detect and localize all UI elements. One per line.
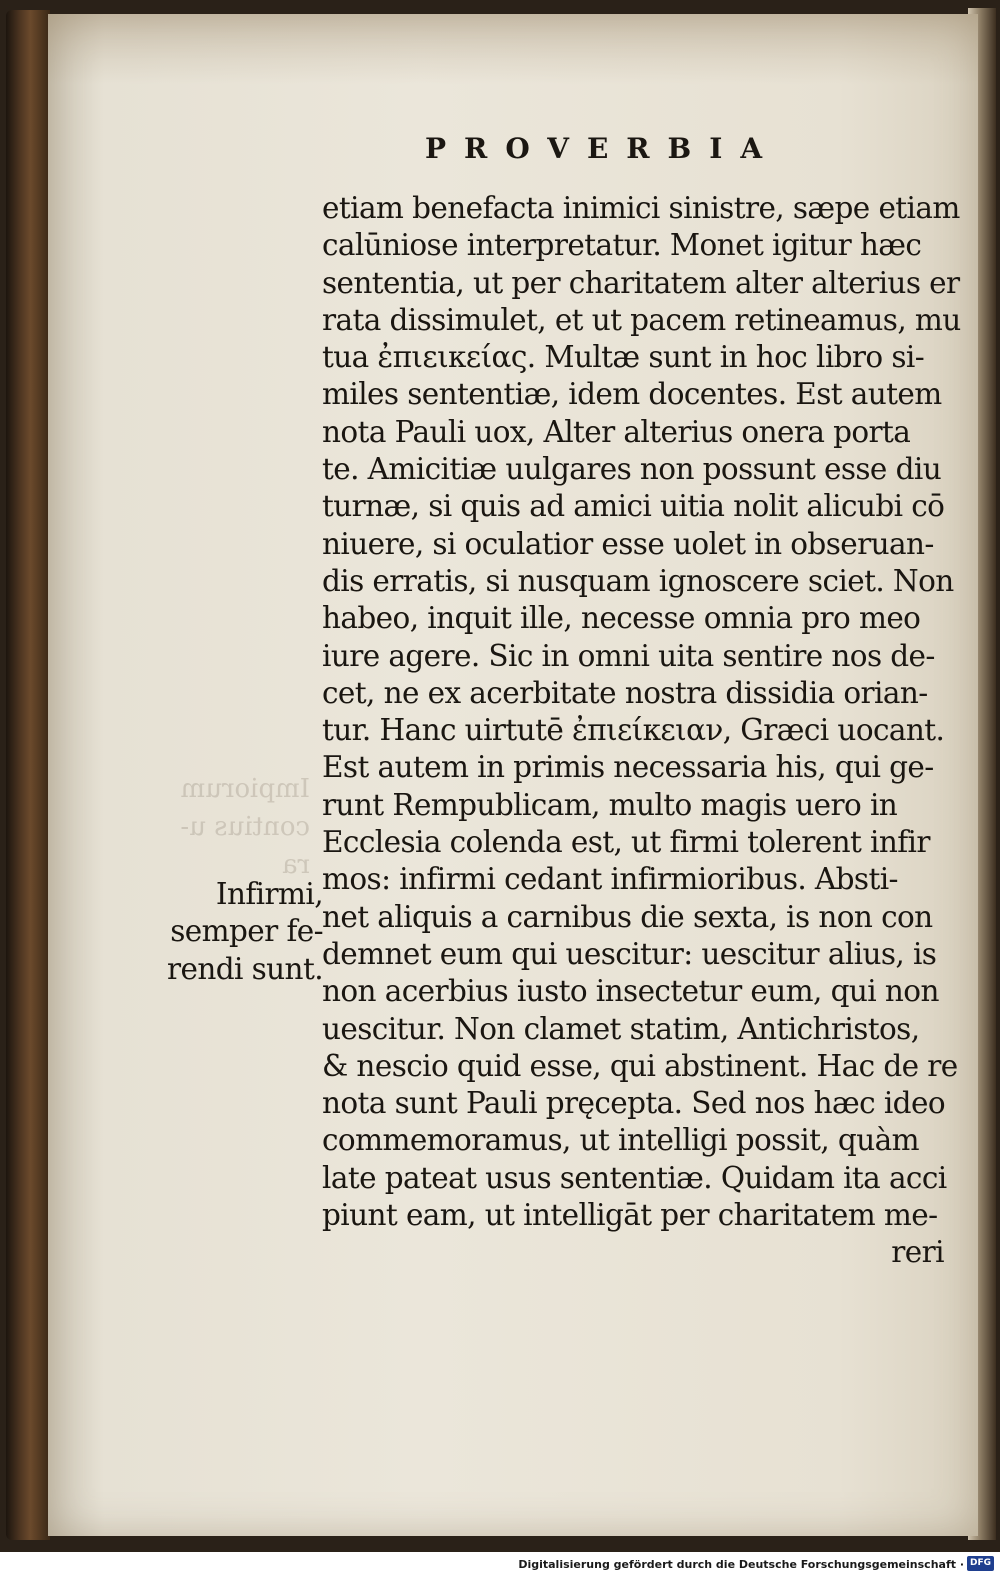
text-line: etiam benefacta inimici sinistre, sæpe etiam xyxy=(322,191,960,225)
text-line: te. Amicitiæ uulgares non possunt esse diu xyxy=(322,452,942,487)
running-title: PROVERBIA xyxy=(425,132,781,165)
dfg-logo: DFG xyxy=(967,1556,994,1571)
text-line: turnæ, si quis ad amici uitia nolit alicubi cō xyxy=(322,489,945,524)
marginal-line: Infirmi, xyxy=(215,877,323,911)
marginal-note xyxy=(148,876,323,988)
text-line: & nescio quid esse, qui abstinent. Hac de re xyxy=(322,1048,958,1083)
show-through-text xyxy=(150,770,310,880)
text-line: late pateat usus sententiæ. Quidam ita acci xyxy=(322,1160,947,1195)
text-line: dis erratis, si nusquam ignoscere sciet. Non xyxy=(322,563,954,598)
marginal-line: rendi sunt. xyxy=(166,951,323,986)
text-line: niuere, si oculatior esse uolet in obseruan- xyxy=(322,526,934,561)
text-line: net aliquis a carnibus die sexta, is non con xyxy=(322,899,933,934)
show-through-line: contius u- xyxy=(180,812,310,842)
show-through-line: ra xyxy=(282,850,310,880)
text-line: tua ἐπιεικείας. Multæ sunt in hoc libro si- xyxy=(322,340,925,375)
text-line: nota sunt Pauli pręcepta. Sed nos hæc ideo xyxy=(322,1086,945,1121)
text-line: demnet eum qui uescitur: uescitur alius, is xyxy=(322,936,937,971)
text-line: Est autem in primis necessaria his, qui ge- xyxy=(322,750,934,785)
funding-credit: Digitalisierung gefördert durch die Deutsche Forschungsgemeinschaft · xyxy=(518,1558,964,1571)
text-line: runt Rempublicam, multo magis uero in xyxy=(322,787,898,822)
text-line: nota Pauli uox, Alter alterius onera porta xyxy=(322,414,911,449)
text-line: tur. Hanc uirtutē ἐπιείκειαν, Græci uocant. xyxy=(322,713,945,748)
text-line: iure agere. Sic in omni uita sentire nos de- xyxy=(322,638,935,673)
text-line: mos: infirmi cedant infirmioribus. Absti- xyxy=(322,862,898,897)
text-line: uescitur. Non clamet statim, Antichristos, xyxy=(322,1011,920,1046)
marginal-line: semper fe- xyxy=(170,914,323,949)
text-line: habeo, inquit ille, necesse omnia pro meo xyxy=(322,601,921,636)
text-line: piunt eam, ut intelligāt per charitatem me- xyxy=(322,1198,938,1233)
page-stain xyxy=(48,14,978,84)
text-line: rata dissimulet, et ut pacem retineamus, mu xyxy=(322,302,961,337)
text-line: cet, ne ex acerbitate nostra dissidia orian- xyxy=(322,675,928,710)
body-text xyxy=(322,190,962,1272)
show-through-line: Impiorum xyxy=(180,774,310,804)
catchword: reri xyxy=(891,1235,944,1270)
text-line: Ecclesia colenda est, ut firmi tolerent infir xyxy=(322,825,930,860)
text-line: commemoramus, ut intelligi possit, quàm xyxy=(322,1123,919,1158)
text-line: miles sententiæ, idem docentes. Est autem xyxy=(322,377,942,412)
text-line: calūniose interpretatur. Monet igitur hæc xyxy=(322,228,922,263)
text-line: sententia, ut per charitatem alter alterius er xyxy=(322,265,960,300)
text-line: non acerbius iusto insectetur eum, qui non xyxy=(322,974,939,1009)
book-spine xyxy=(6,10,50,1540)
